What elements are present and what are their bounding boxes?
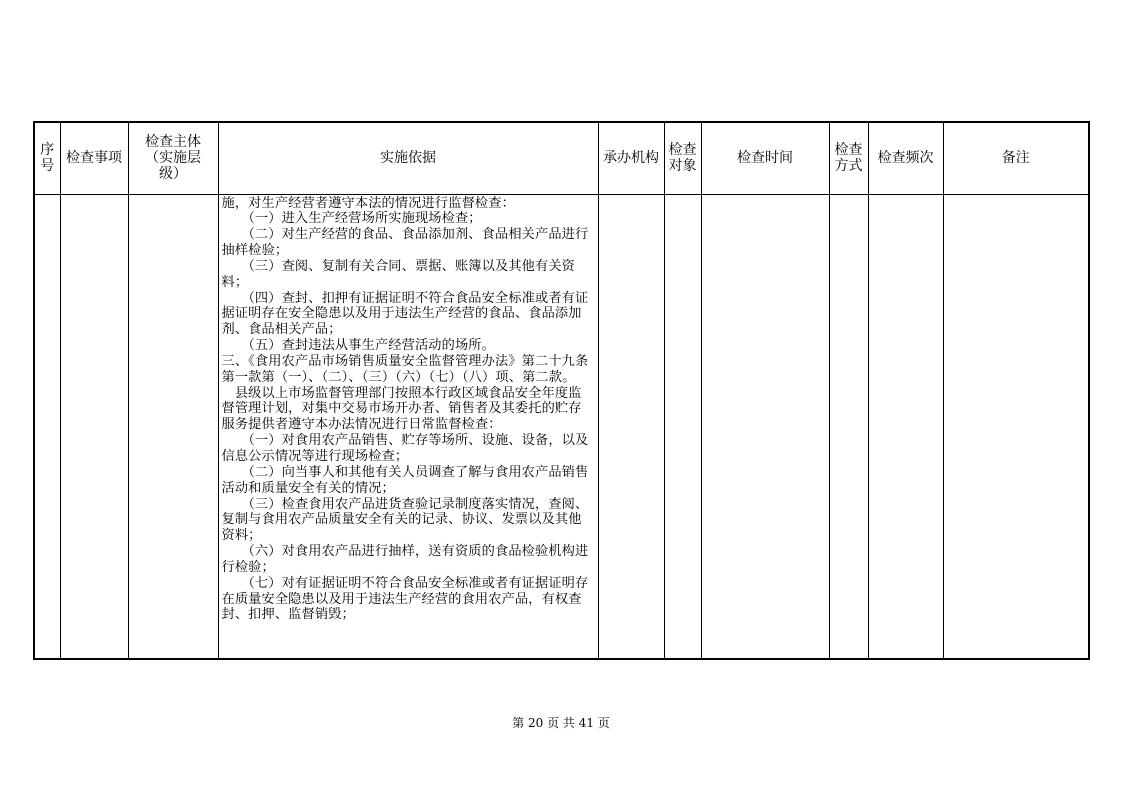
cell-time — [701, 194, 829, 659]
cell-item — [60, 194, 128, 659]
header-agency: 承办机构 — [598, 122, 664, 194]
header-subject: 检查主体（实施层级） — [128, 122, 218, 194]
cell-agency — [598, 194, 664, 659]
cell-remark — [943, 194, 1089, 659]
cell-method — [829, 194, 868, 659]
cell-seq — [34, 194, 60, 659]
header-item: 检查事项 — [60, 122, 128, 194]
header-seq: 序号 — [34, 122, 60, 194]
inspection-table — [33, 121, 1090, 660]
table-row — [34, 194, 1089, 659]
header-method: 检查方式 — [829, 122, 868, 194]
cell-object — [664, 194, 701, 659]
header-frequency: 检查频次 — [868, 122, 943, 194]
header-object: 检查对象 — [664, 122, 701, 194]
cell-basis: 施，对生产经营者遵守本法的情况进行监督检查： （一）进入生产经营场所实施现场检查； （二）对生产经营的食品、食品添加剂、食品相关产品进行抽样检验； （三）查阅、复制有关合同、票据、账簿以及其他有关资料； （四）查封、扣押有证据证明不符合食品安全标准或者有证据证明存在安全隐患以及用于违法生产经营的食品、食品添加剂、食品相关产品； （五）查封违法从事生产经营活动的场所。 三、《食用农产品市场销售质量安全监督管理办法》第二十九条第一款第（一）、（二）、（三）（六）（七）（八）项、第二款。 县级以上市场监督管理部门按照本行政区域食品安全年度监督管理计划，对集中交易市场开办者、销售者及其委托的贮存服务提供者遵守本办法情况进行日常监督检查： （一）对食用农产品销售、贮存等场所、设施、设备，以及信息公示情况等进行现场检查； （二）向当事人和其他有关人员调查了解与食用农产品销售活动和质量安全有关的情况； （三）检查食用农产品进货查验记录制度落实情况，查阅、复制与食用农产品质量安全有关的记录、协议、发票以及其他资料； （六）对食用农产品进行抽样，送有资质的食品检验机构进行检验； （七）对有证据证明不符合食品安全标准或者有证据证明存在质量安全隐患以及用于违法生产经营的食用农产品，有权查封、扣押、监督销毁； — [218, 194, 598, 659]
header-basis: 实施依据 — [218, 122, 598, 194]
header-row — [34, 122, 1089, 194]
page-footer: 第 20 页 共 41 页 — [512, 716, 610, 730]
header-remark: 备注 — [943, 122, 1089, 194]
header-time: 检查时间 — [701, 122, 829, 194]
cell-subject — [128, 194, 218, 659]
cell-frequency — [868, 194, 943, 659]
